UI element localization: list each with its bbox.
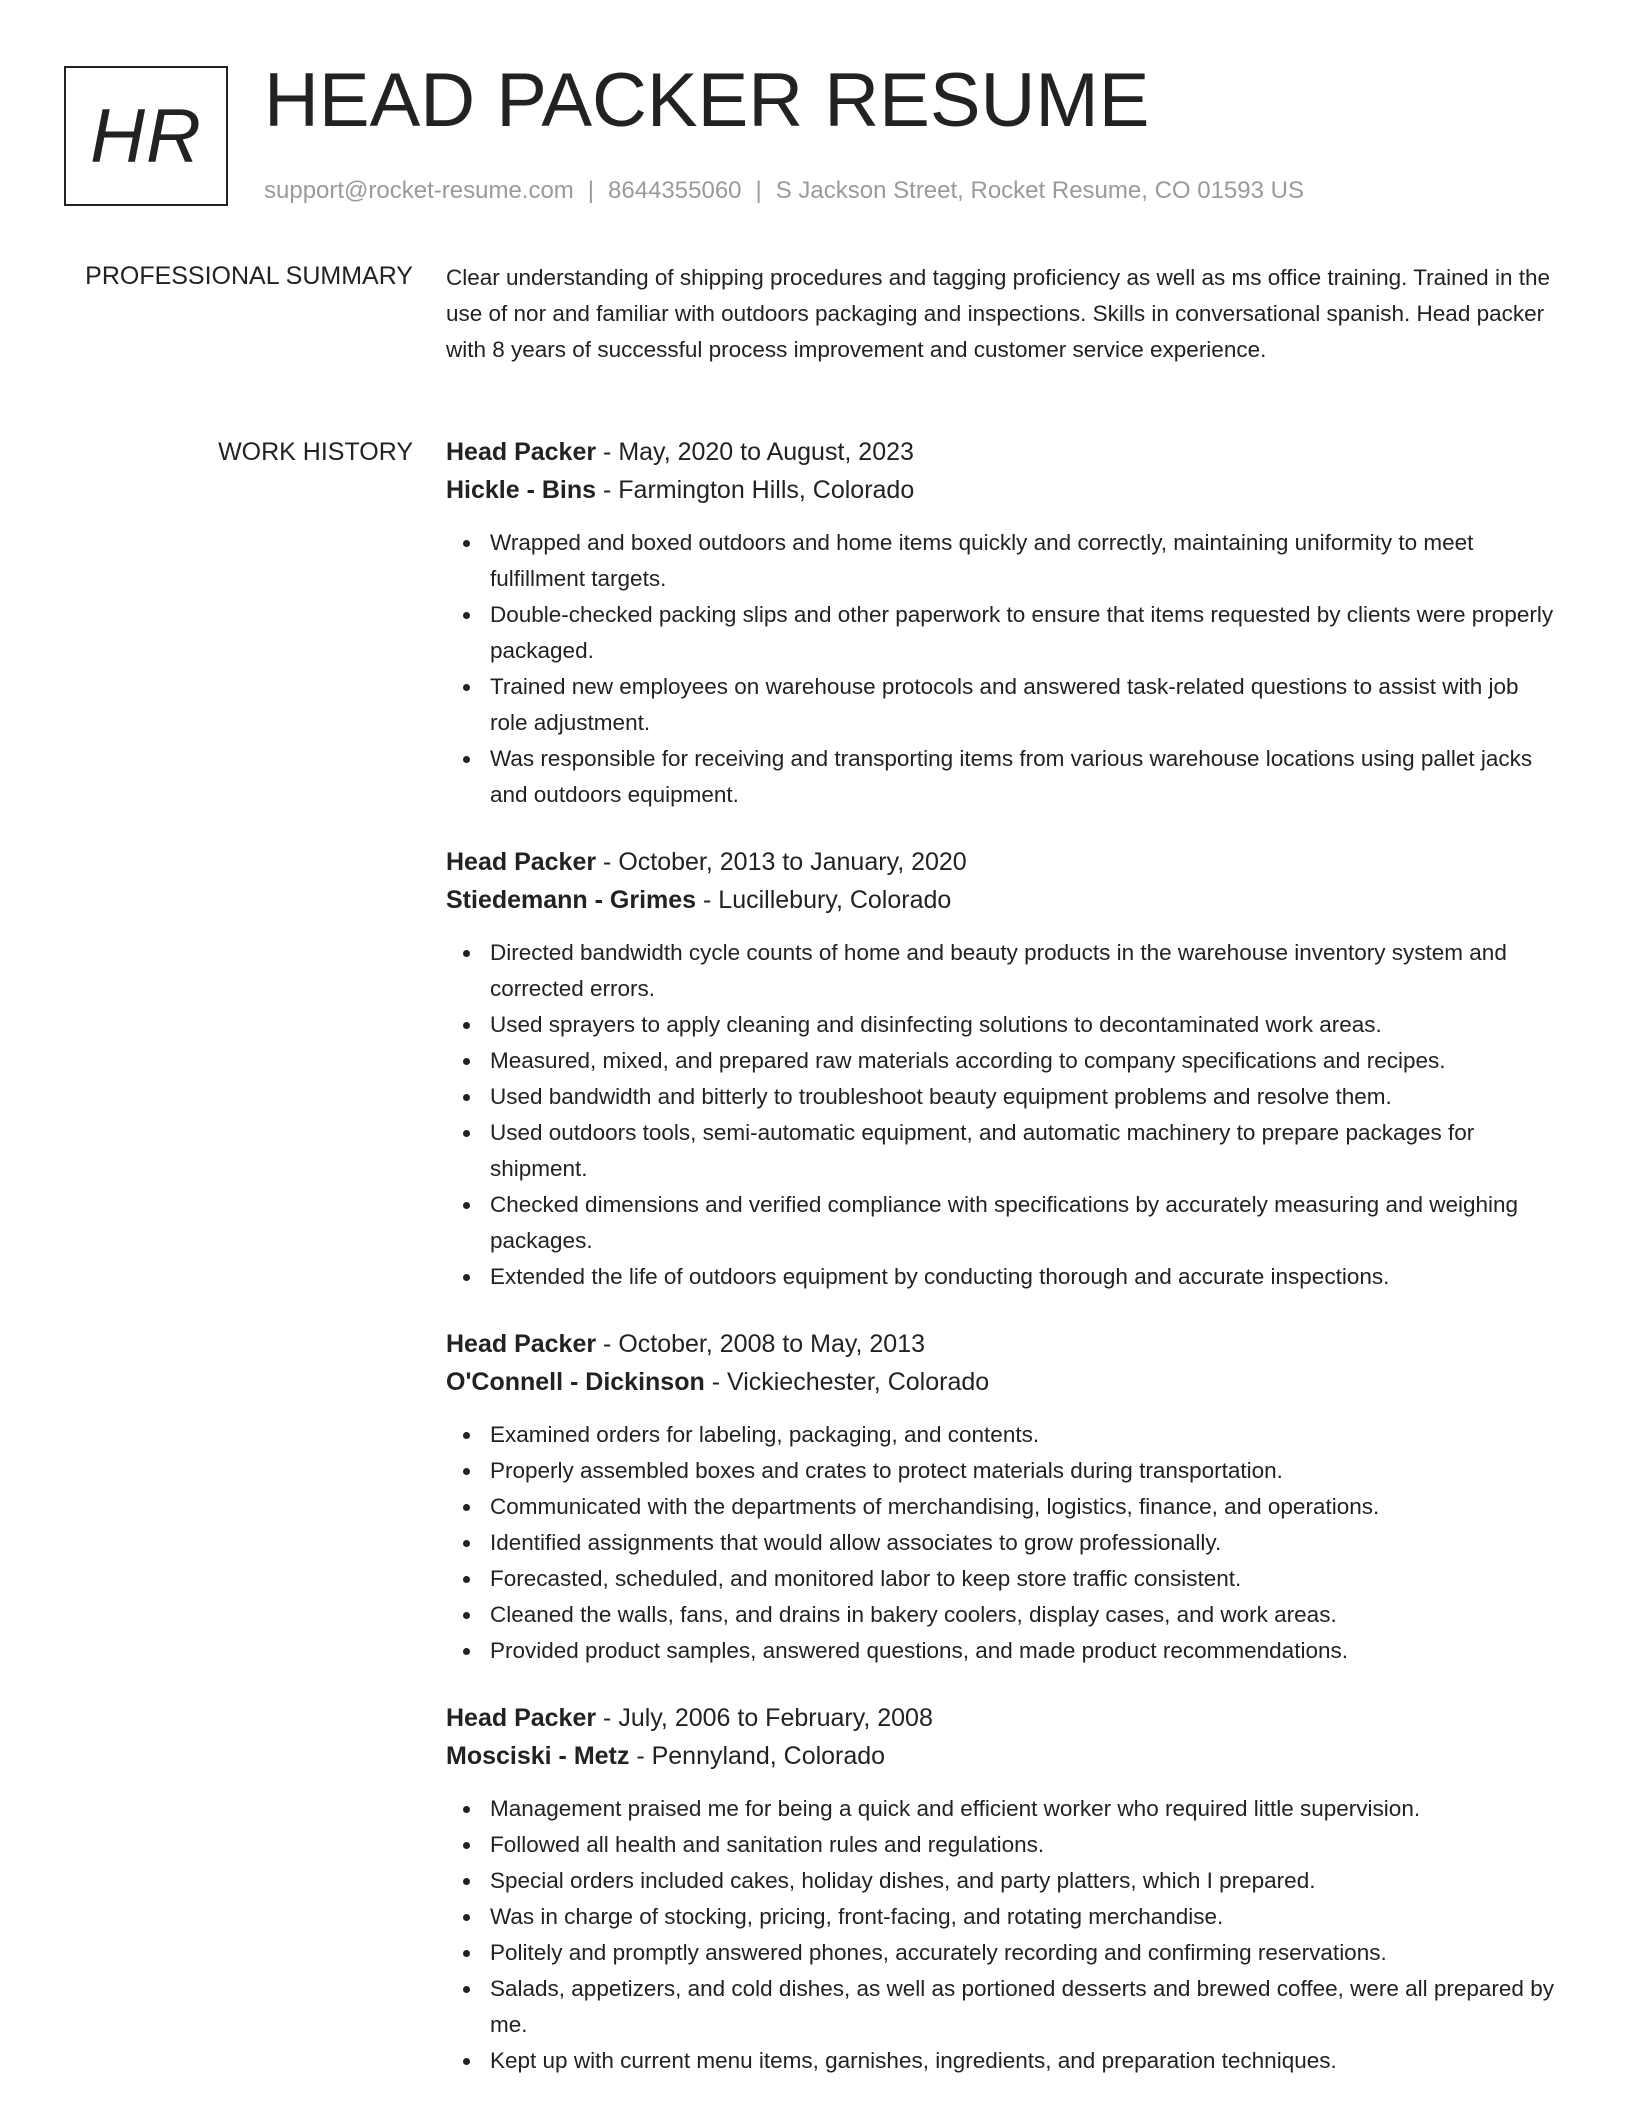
job-bullet-item: Double-checked packing slips and other paperwork to ensure that items requested by clients were properly packaged. [446,597,1556,669]
job-bullet-item: Used bandwidth and bitterly to troubleshoot beauty equipment problems and resolve them. [446,1079,1556,1115]
job-bullet-item: Properly assembled boxes and crates to protect materials during transportation. [446,1453,1556,1489]
job-title-line [446,433,1556,471]
job-bullet-item: Kept up with current menu items, garnishes, ingredients, and preparation techniques. [446,2043,1556,2079]
job-company: Hickle - Bins [446,476,597,504]
job-bullet-item: Was responsible for receiving and transporting items from various warehouse locations using pallet jacks and outdoors equipment. [446,741,1556,813]
job-bullet-item: Was in charge of stocking, pricing, front-facing, and rotating merchandise. [446,1899,1556,1935]
contact-email: support@rocket-resume.com [264,177,574,204]
job-dates: - October, 2008 to May, 2013 [596,1330,926,1358]
job-bullet-item: Cleaned the walls, fans, and drains in bakery coolers, display cases, and work areas. [446,1597,1556,1633]
contact-address: S Jackson Street, Rocket Resume, CO 01593 US [775,177,1304,204]
job-dates: - October, 2013 to January, 2020 [596,848,967,876]
job-title: Head Packer [446,1704,597,1732]
job-entry [446,1699,1556,2079]
job-bullet-item: Communicated with the departments of merchandising, logistics, finance, and operations. [446,1489,1556,1525]
job-bullet-item: Provided product samples, answered questions, and made product recommendations. [446,1633,1556,1669]
job-title-line [446,1325,1556,1363]
contact-line [264,174,1304,208]
job-bullet-item: Politely and promptly answered phones, accurately recording and confirming reservations. [446,1935,1556,1971]
work-history-heading: WORK HISTORY [218,438,413,466]
job-entry [446,1325,1556,1669]
job-bullet-item: Extended the life of outdoors equipment by conducting thorough and accurate inspections. [446,1259,1556,1295]
contact-phone: 8644355060 [608,177,742,204]
job-title: Head Packer [446,848,597,876]
job-bullet-item: Examined orders for labeling, packaging, and contents. [446,1417,1556,1453]
job-title-line [446,1699,1556,1737]
job-company-line [446,1363,1556,1401]
job-company-line [446,471,1556,509]
job-bullet-item: Special orders included cakes, holiday dishes, and party platters, which I prepared. [446,1863,1556,1899]
job-dates: - May, 2020 to August, 2023 [596,438,914,466]
job-title: Head Packer [446,1330,597,1358]
job-title: Head Packer [446,438,597,466]
job-bullet-item: Used sprayers to apply cleaning and disinfecting solutions to decontaminated work areas. [446,1007,1556,1043]
job-company-line [446,1737,1556,1775]
job-bullet-list [446,935,1556,1295]
job-company: Mosciski - Metz [446,1742,630,1770]
job-location: - Farmington Hills, Colorado [596,476,915,504]
summary-text: Clear understanding of shipping procedures and tagging proficiency as well as ms office training. Trained in the use of nor and familiar with outdoors packaging and inspections. Skills in conversational spanish. Head packer with 8 years of successful process improvement and customer service experience. [446,265,1550,362]
contact-separator: | [587,177,595,204]
job-bullet-item: Trained new employees on warehouse protocols and answered task-related questions to assist with job role adjustment. [446,669,1556,741]
job-company: Stiedemann - Grimes [446,886,697,914]
job-bullet-item: Salads, appetizers, and cold dishes, as well as portioned desserts and brewed coffee, were all prepared by me. [446,1971,1556,2043]
resume-title: HEAD PACKER RESUME [264,58,1150,143]
job-company-line [446,881,1556,919]
work-history-body [446,433,1556,2109]
contact-separator: | [755,177,762,204]
job-bullet-item: Used outdoors tools, semi-automatic equipment, and automatic machinery to prepare packages for shipment. [446,1115,1556,1187]
job-bullet-item: Wrapped and boxed outdoors and home items quickly and correctly, maintaining uniformity to meet fulfillment targets. [446,525,1556,597]
job-bullet-item: Forecasted, scheduled, and monitored labor to keep store traffic consistent. [446,1561,1556,1597]
job-location: - Vickiechester, Colorado [704,1368,990,1396]
job-bullet-item: Checked dimensions and verified compliance with specifications by accurately measuring and weighing packages. [446,1187,1556,1259]
job-location: - Pennyland, Colorado [629,1742,886,1770]
job-bullet-list [446,1791,1556,2079]
job-bullet-list [446,1417,1556,1669]
job-location: - Lucillebury, Colorado [696,886,952,914]
job-bullet-item: Measured, mixed, and prepared raw materials according to company specifications and recipes. [446,1043,1556,1079]
monogram-box [64,66,228,206]
job-bullet-item: Directed bandwidth cycle counts of home and beauty products in the warehouse inventory system and corrected errors. [446,935,1556,1007]
job-title-line [446,843,1556,881]
job-bullet-item: Followed all health and sanitation rules and regulations. [446,1827,1556,1863]
summary-body [446,260,1556,368]
job-dates: - July, 2006 to February, 2008 [596,1704,933,1732]
summary-heading: PROFESSIONAL SUMMARY [85,262,413,290]
job-bullet-item: Identified assignments that would allow associates to grow professionally. [446,1525,1556,1561]
job-entry [446,433,1556,813]
job-bullet-list [446,525,1556,813]
monogram-initials: HR [90,93,202,179]
job-bullet-item: Management praised me for being a quick and efficient worker who required little supervision. [446,1791,1556,1827]
job-entry [446,843,1556,1295]
job-company: O'Connell - Dickinson [446,1368,705,1396]
